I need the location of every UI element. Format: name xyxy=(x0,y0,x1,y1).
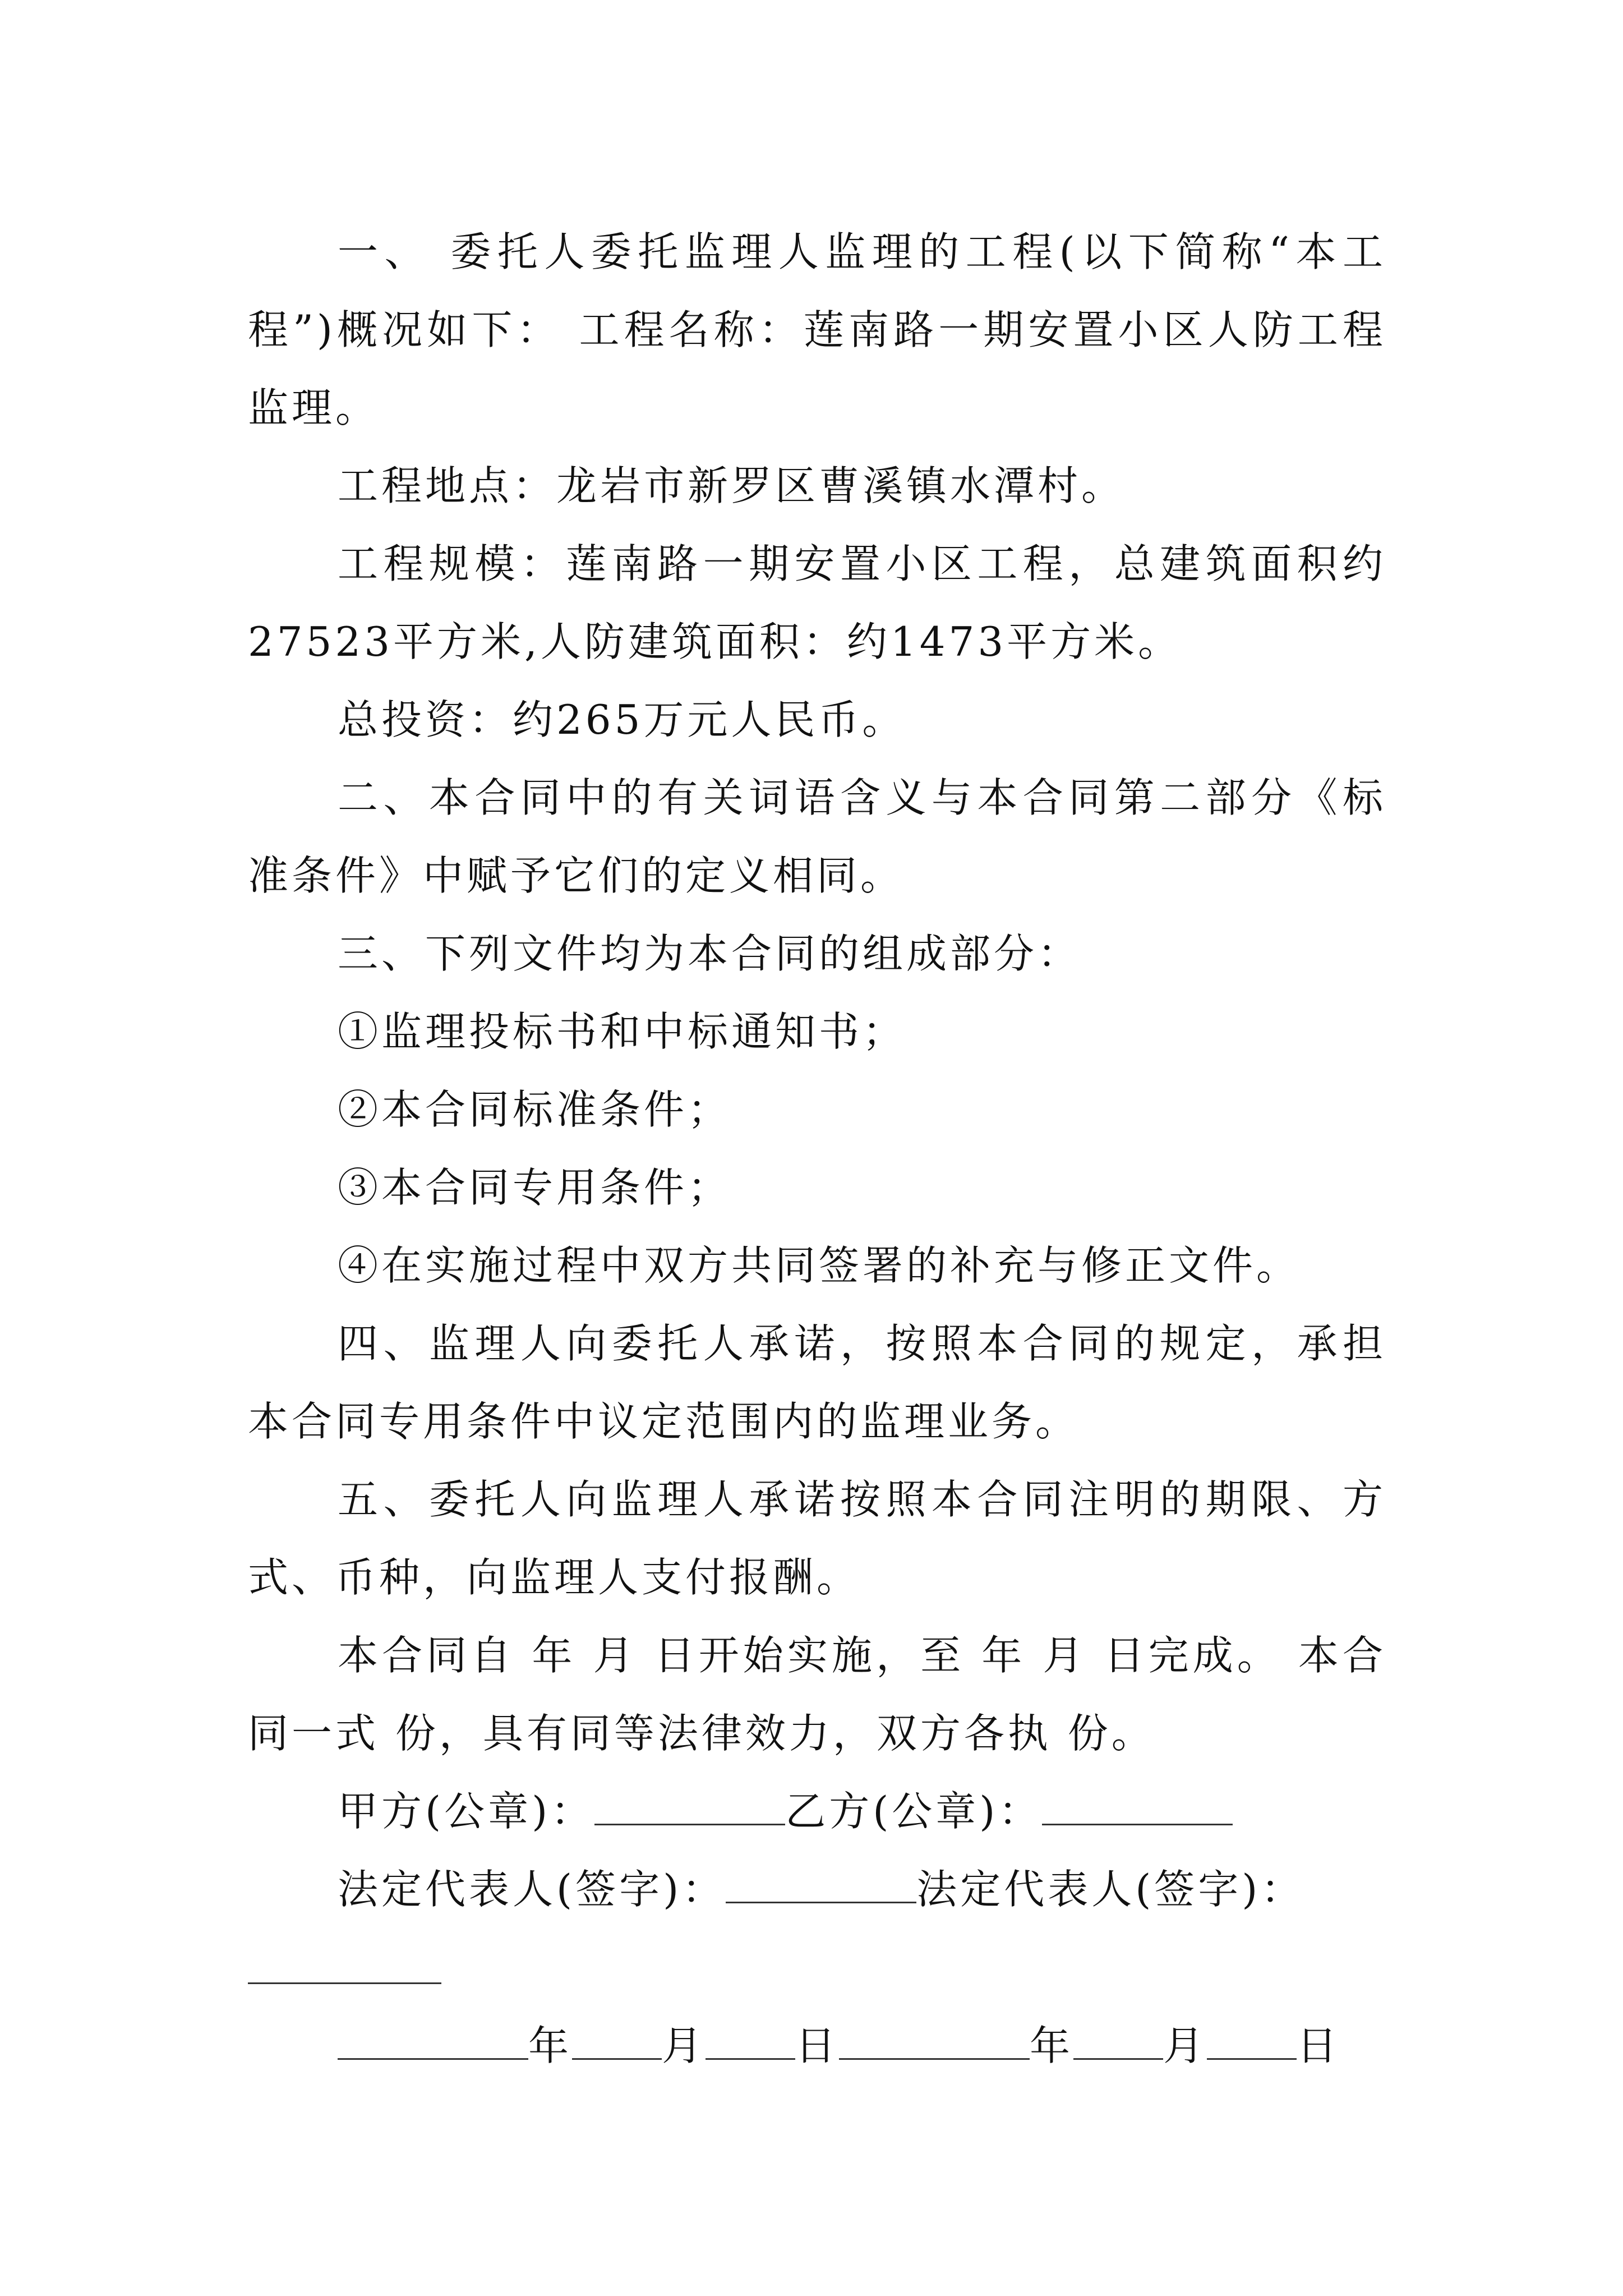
date-b-year-blank[interactable] xyxy=(839,2027,1030,2060)
date-a-day-label: 日 xyxy=(795,2022,840,2069)
date-b-month-blank[interactable] xyxy=(1073,2027,1163,2060)
document-item-1: ①监理投标书和中标通知书； xyxy=(338,1008,907,1055)
date-b-day-label: 日 xyxy=(1297,2022,1341,2069)
date-b-year-label: 年 xyxy=(1030,2022,1074,2069)
clause-five: 五、委托人向监理人承诺按照本合同注明的期限、方式、币种，向监理人支付报酬。 xyxy=(248,1476,1386,1601)
date-b-day-blank[interactable] xyxy=(1207,2027,1297,2060)
clause-four: 四、监理人向委托人承诺，按照本合同的规定，承担本合同专用条件中议定范围内的监理业务。 xyxy=(248,1320,1386,1445)
term-clause: 本合同自 年 月 日开始实施，至 年 月 日完成。 本合同一式 份，具有同等法律效力，双方各执 份。 xyxy=(248,1632,1386,1757)
date-a-year-label: 年 xyxy=(528,2022,573,2069)
date-a-month-blank[interactable] xyxy=(572,2027,662,2060)
date-a-month-label: 月 xyxy=(662,2022,706,2069)
document-item-4: ④在实施过程中双方共同签署的补充与修正文件。 xyxy=(338,1242,1301,1289)
document-item-2: ②本合同标准条件； xyxy=(338,1086,732,1133)
rep-b-label: 法定代表人(签字)： xyxy=(916,1866,1305,1913)
representative-line xyxy=(248,1851,1386,1929)
date-b-month-label: 月 xyxy=(1163,2022,1207,2069)
rep-b-signature-row xyxy=(248,1951,1386,1985)
clause-two: 二、本合同中的有关词语含义与本合同第二部分《标准条件》中赋予它们的定义相同。 xyxy=(248,774,1386,899)
party-b-seal-label: 乙方(公章)： xyxy=(785,1788,1043,1835)
rep-a-label: 法定代表人(签字)： xyxy=(338,1866,726,1913)
date-a-year-blank[interactable] xyxy=(338,2027,528,2060)
party-b-seal-blank[interactable] xyxy=(1042,1792,1233,1825)
rep-a-signature-blank[interactable] xyxy=(726,1870,916,1903)
party-a-seal-blank[interactable] xyxy=(594,1792,785,1825)
project-scale: 工程规模：莲南路一期安置小区工程，总建筑面积约27523平方米,人防建筑面积：约1473平方米。 xyxy=(248,540,1386,665)
date-a-day-blank[interactable] xyxy=(706,2027,795,2060)
contract-page xyxy=(248,213,1386,2085)
party-a-seal-label: 甲方(公章)： xyxy=(338,1788,595,1835)
clause-three: 三、下列文件均为本合同的组成部分： xyxy=(338,930,1082,977)
seal-line xyxy=(248,1773,1386,1851)
document-item-3: ③本合同专用条件； xyxy=(338,1164,732,1211)
rep-b-signature-blank[interactable] xyxy=(248,1951,441,1984)
date-line xyxy=(248,2007,1386,2085)
project-location: 工程地点：龙岩市新罗区曹溪镇水潭村。 xyxy=(338,462,1126,509)
project-overview: 一、 委托人委托监理人监理的工程(以下简称“本工程”)概况如下： 工程名称：莲南路一期安置小区人防工程监理。 xyxy=(248,228,1386,431)
total-investment: 总投资：约265万元人民币。 xyxy=(338,696,906,743)
